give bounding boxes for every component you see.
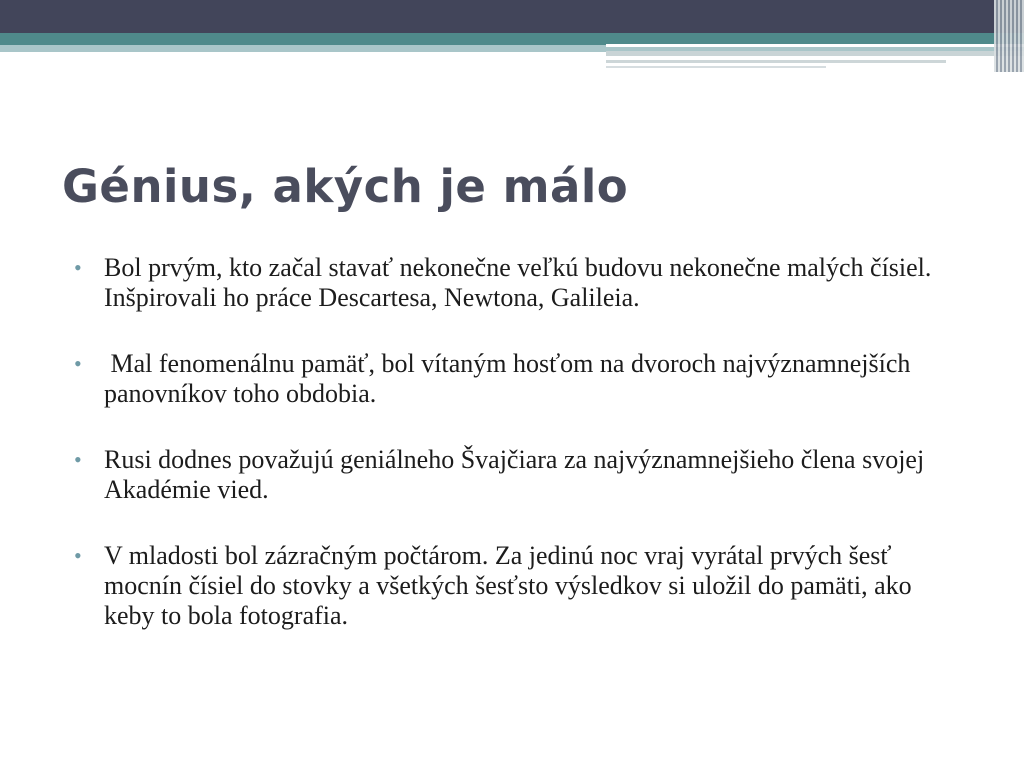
decorative-line xyxy=(606,44,1024,47)
bullet-item xyxy=(74,445,964,505)
bullet-text: V mladosti bol zázračným počtárom. Za jedinú noc vraj vyrátal prvých šesť mocnín čísiel do stovky a všetkých šesťsto výsledkov si uložil do pamäti, ako keby to bola fotografia. xyxy=(104,541,912,630)
header-bar xyxy=(0,0,1024,33)
bullet-list xyxy=(74,253,964,667)
bullet-item xyxy=(74,253,964,313)
decorative-line xyxy=(606,60,946,63)
bullet-icon: • xyxy=(74,543,82,568)
decorative-line xyxy=(606,51,1024,56)
bullet-icon: • xyxy=(74,351,82,376)
slide-title: Génius, akých je málo xyxy=(62,160,629,213)
decorative-line xyxy=(606,66,826,68)
bullet-text: Mal fenomenálnu pamäť, bol vítaným hosťom na dvoroch najvýznamnejších panovníkov toho obdobia. xyxy=(104,349,917,408)
bullet-item xyxy=(74,541,964,631)
bullet-item xyxy=(74,349,964,409)
bullet-icon: • xyxy=(74,255,82,280)
bullet-icon: • xyxy=(74,447,82,472)
bullet-text: Bol prvým, kto začal stavať nekonečne veľkú budovu nekonečne malých čísiel. Inšpirovali ho práce Descartesa, Newtona, Galileia. xyxy=(104,253,932,312)
bullet-text: Rusi dodnes považujú geniálneho Švajčiara za najvýznamnejšieho člena svojej Akadémie vied. xyxy=(104,445,925,504)
decorative-stripes xyxy=(994,0,1024,72)
